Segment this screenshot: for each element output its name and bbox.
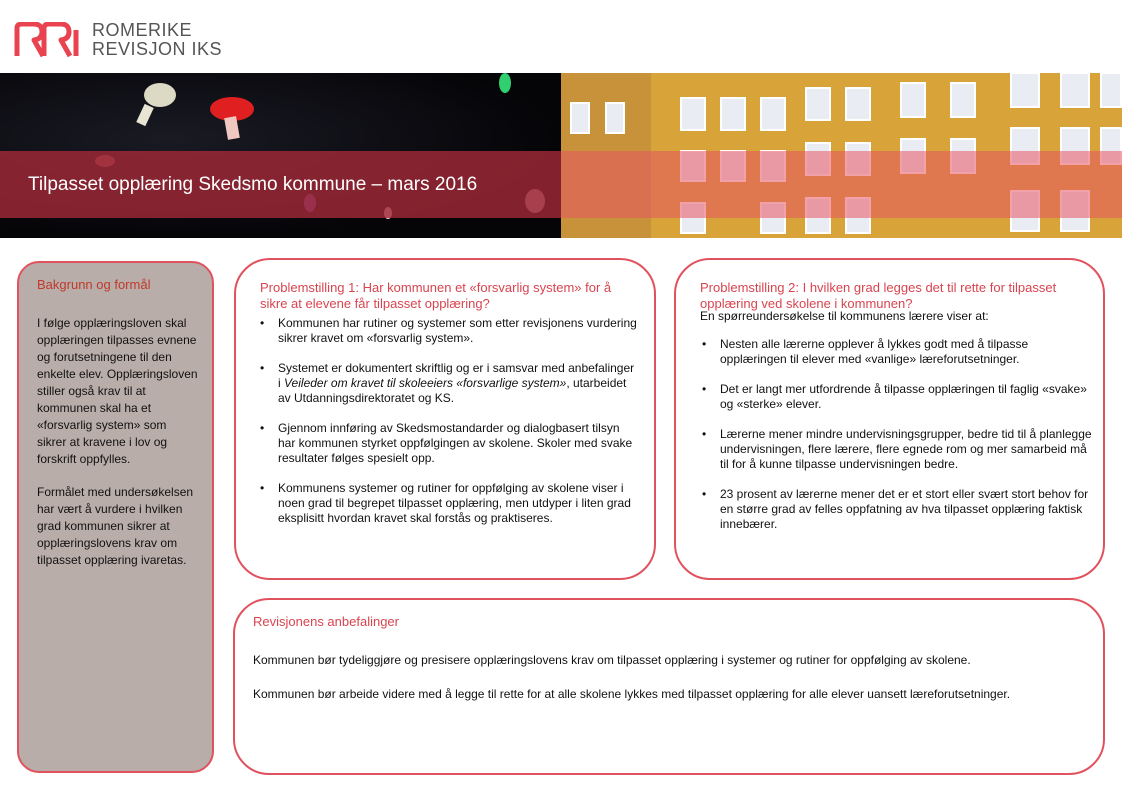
problem-2-list: [700, 337, 1092, 547]
title-band-overlay: [561, 151, 1122, 218]
recommendation-1: Kommunen bør tydeliggjøre og presisere opplæringslovens krav om tilpasset opplæring i systemer og rutiner for oppfølging av skolene.: [253, 653, 971, 667]
background-paragraph-2: Formålet med undersøkelsen har vært å vurdere i hvilken grad kommunen sikrer at opplæringslovens krav om tilpasset opplæring ivaretas.: [37, 485, 194, 567]
list-item: • Det er langt mer utfordrende å tilpasse opplæringen til faglig «svake» og «sterke» elever.: [700, 382, 1092, 412]
list-item: • Gjennom innføring av Skedsmostandarder og dialogbasert tilsyn har kommunen styrket oppfølgingen av skolene. Skoler med svake resultater følges spesielt opp.: [258, 421, 638, 466]
recommendations-panel: [233, 598, 1105, 775]
rri-logo-icon: [14, 22, 82, 58]
problem-1-heading: Problemstilling 1: Har kommunen et «forsvarlig system» for å sikre at elevene får tilpasset opplæring?: [260, 280, 612, 311]
logo-line2: REVISJON IKS: [92, 39, 223, 59]
company-logo: [14, 20, 222, 60]
problem-1-panel: [234, 258, 656, 580]
problem-2-panel: [674, 258, 1105, 580]
page-title: Tilpasset opplæring Skedsmo kommune – mars 2016: [28, 174, 478, 195]
background-panel: [17, 261, 214, 773]
bullet-text: Systemet er dokumentert skriftlig og er i samsvar med anbefalinger i: [278, 361, 635, 390]
recommendation-2: Kommunen bør arbeide videre med å legge til rette for at alle skolene lykkes med tilpasset opplæring for alle elever uansett læreforutsetninger.: [253, 687, 1011, 701]
list-item: • Nesten alle lærerne opplever å lykkes godt med å tilpasse opplæringen til elever med «vanlige» læreforutsetninger.: [700, 337, 1092, 367]
list-item: • Kommunens systemer og rutiner for oppfølging av skolene viser i noen grad til begrepet tilpasset opplæring, men utdyper i liten grad eksplisitt hvordan kravet skal forstås og praktiseres.: [258, 481, 638, 526]
logo-line1: ROMERIKE: [92, 20, 193, 40]
list-item: • Lærerne mener mindre undervisningsgrupper, bedre tid til å planlegge undervisningen, flere lærere, flere egnede rom og mer samarbeid må til for å kunne tilpasse undervisningen bedre.: [700, 427, 1092, 472]
problem-1-list: [258, 316, 638, 541]
list-item: • 23 prosent av lærerne mener det er et stort eller svært stort behov for en større grad av felles oppfatning av hva tilpasset opplæring faktisk innebærer.: [700, 487, 1092, 532]
bullet-italic-text: Veileder om kravet til skoleeiers «forsvarlige system»: [284, 376, 567, 390]
problem-2-heading: Problemstilling 2: I hvilken grad legges det til rette for tilpasset opplæring ved skolene i kommunen?: [700, 280, 1057, 311]
bullet-text-tail: , utarbeidet av Utdanningsdirektoratet og KS.: [278, 376, 627, 405]
header-banner: [0, 73, 1122, 238]
background-paragraph-1: I følge opplæringsloven skal opplæringen tilpasses evnene og forutsetningene til den enkelte elev. Opplæringsloven stiller også krav til at kommunen skal ha et «forsvarlig system» som sikrer at kravene i lov og forskrift oppfylles.: [37, 316, 198, 466]
problem-2-intro: En spørreundersøkelse til kommunens lærere viser at:: [700, 309, 989, 323]
list-item: • Kommunen har rutiner og systemer som etter revisjonens vurdering sikrer kravet om «forsvarlig system».: [258, 316, 638, 346]
list-item: [258, 361, 638, 406]
recommendations-heading: Revisjonens anbefalinger: [253, 614, 399, 629]
background-text: [37, 315, 199, 585]
background-heading: Bakgrunn og formål: [37, 277, 151, 292]
